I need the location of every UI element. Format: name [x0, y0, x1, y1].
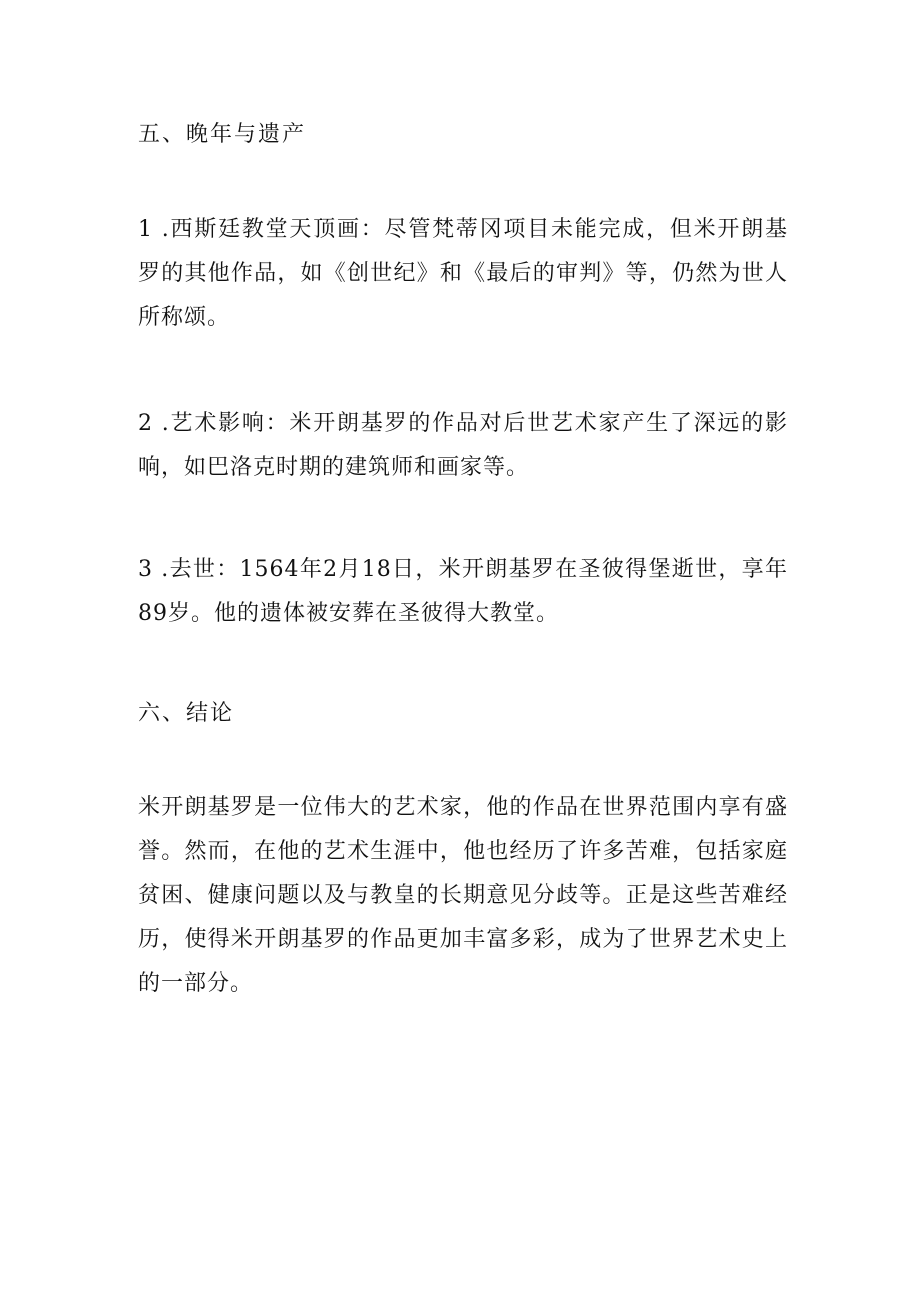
section-heading-late-years: 五、晚年与遗产	[138, 122, 307, 147]
list-item-artistic-influence: 2 .艺术影响：米开朗基罗的作品对后世艺术家产生了深远的影响，如巴洛克时期的建筑师和画家等。	[138, 411, 788, 480]
list-item-sistine-ceiling: 1 .西斯廷教堂天顶画：尽管梵蒂冈项目未能完成，但米开朗基罗的其他作品，如《创世纪》和《最后的审判》等，仍然为世人所称颂。	[138, 217, 788, 330]
section-heading-conclusion: 六、结论	[138, 701, 235, 726]
list-item-death: 3 .去世：1564年2月18日，米开朗基罗在圣彼得堡逝世，享年89岁。他的遗体被安葬在圣彼得大教堂。	[138, 557, 788, 626]
conclusion-paragraph: 米开朗基罗是一位伟大的艺术家，他的作品在世界范围内享有盛誉。然而，在他的艺术生涯中，他也经历了许多苦难，包括家庭贫困、健康问题以及与教皇的长期意见分歧等。正是这些苦难经历，使得米开朗基罗的作品更加丰富多彩，成为了世界艺术史上的一部分。	[138, 795, 788, 996]
